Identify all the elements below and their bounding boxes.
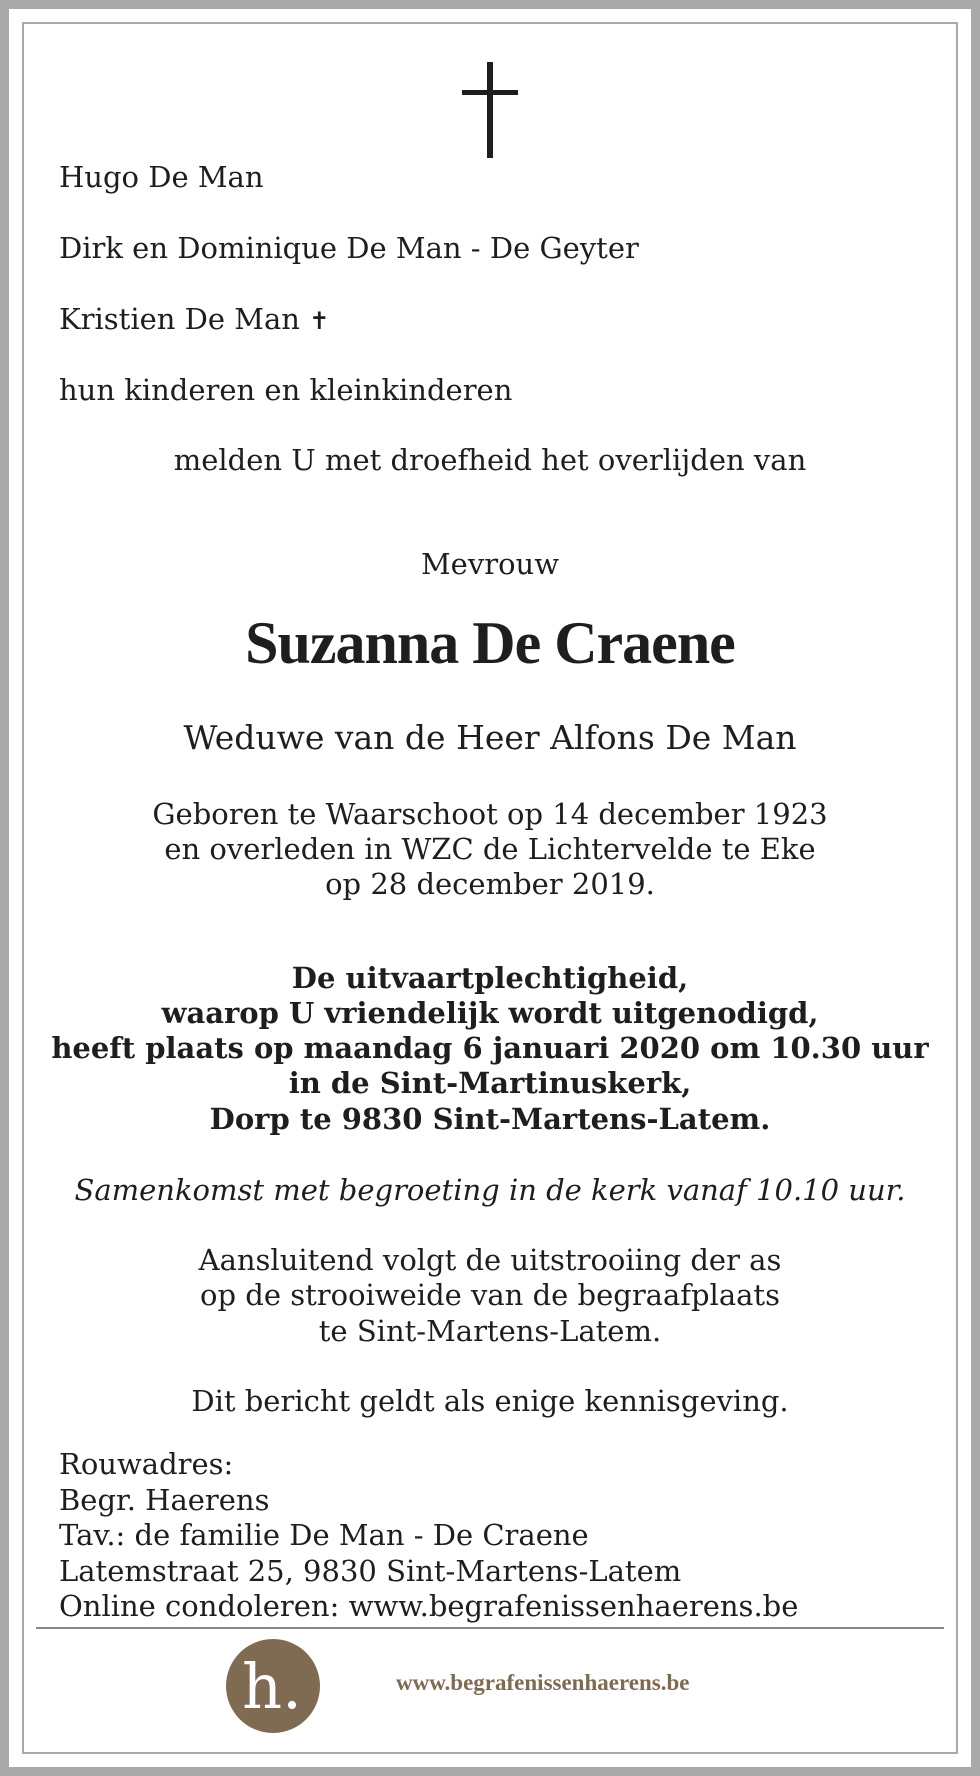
ceremony-line-1: De uitvaartplechtigheid,	[291, 961, 689, 995]
address-line-4: Latemstraat 25, 9830 Sint-Martens-Latem	[59, 1553, 682, 1588]
address-line-3: Tav.: de familie De Man - De Craene	[59, 1518, 589, 1552]
ashes-line-2: op de strooiweide van de begraafplaats	[200, 1278, 780, 1312]
footer-website-link[interactable]: www.begrafenissenhaerens.be	[396, 1670, 690, 1695]
gathering-note: Samenkomst met begroeting in de kerk vanaf 10.10 uur.	[74, 1173, 906, 1207]
honorific: Mevrouw	[420, 547, 560, 581]
footer-divider	[36, 1627, 944, 1629]
family-line-4: hun kinderen en kleinkinderen	[59, 373, 513, 407]
ceremony-line-4: in de Sint-Martinuskerk,	[288, 1066, 692, 1100]
cross-icon	[454, 62, 526, 158]
haerens-logo	[225, 1638, 321, 1734]
family-line-3-name: Kristien De Man	[59, 302, 300, 336]
logo-letter: h.	[242, 1650, 302, 1723]
address-line-5: Online condoleren: www.begrafenissenhaerens.be	[59, 1589, 799, 1623]
ceremony-line-3: heeft plaats op maandag 6 januari 2020 om 10.30 uur	[51, 1031, 929, 1065]
small-cross-icon: ✝	[309, 307, 330, 335]
address-line-2: Begr. Haerens	[59, 1482, 270, 1517]
widow-of: Weduwe van de Heer Alfons De Man	[183, 718, 797, 757]
birth-death-line-1: Geboren te Waarschoot op 14 december 1923	[152, 797, 828, 831]
ceremony-line-2: waarop U vriendelijk wordt uitgenodigd,	[161, 996, 819, 1030]
announcement: melden U met droefheid het overlijden van	[173, 443, 807, 477]
ashes-line-1: Aansluitend volgt de uitstrooiing der as	[198, 1243, 782, 1277]
family-line-2: Dirk en Dominique De Man - De Geyter	[59, 231, 639, 265]
birth-death-line-3: op 28 december 2019.	[325, 867, 655, 901]
family-line-1: Hugo De Man	[59, 160, 264, 194]
only-notice: Dit bericht geldt als enige kennisgeving.	[191, 1384, 789, 1418]
ceremony-line-5: Dorp te 9830 Sint-Martens-Latem.	[209, 1102, 771, 1136]
birth-death-line-2: en overleden in WZC de Lichtervelde te Eke	[164, 832, 816, 866]
mourning-address	[59, 1447, 798, 1625]
family-line-3	[59, 301, 329, 339]
deceased-name: Suzanna De Craene	[245, 610, 735, 676]
address-line-1: Rouwadres:	[59, 1447, 234, 1481]
ashes-line-3: te Sint-Martens-Latem.	[318, 1314, 662, 1348]
